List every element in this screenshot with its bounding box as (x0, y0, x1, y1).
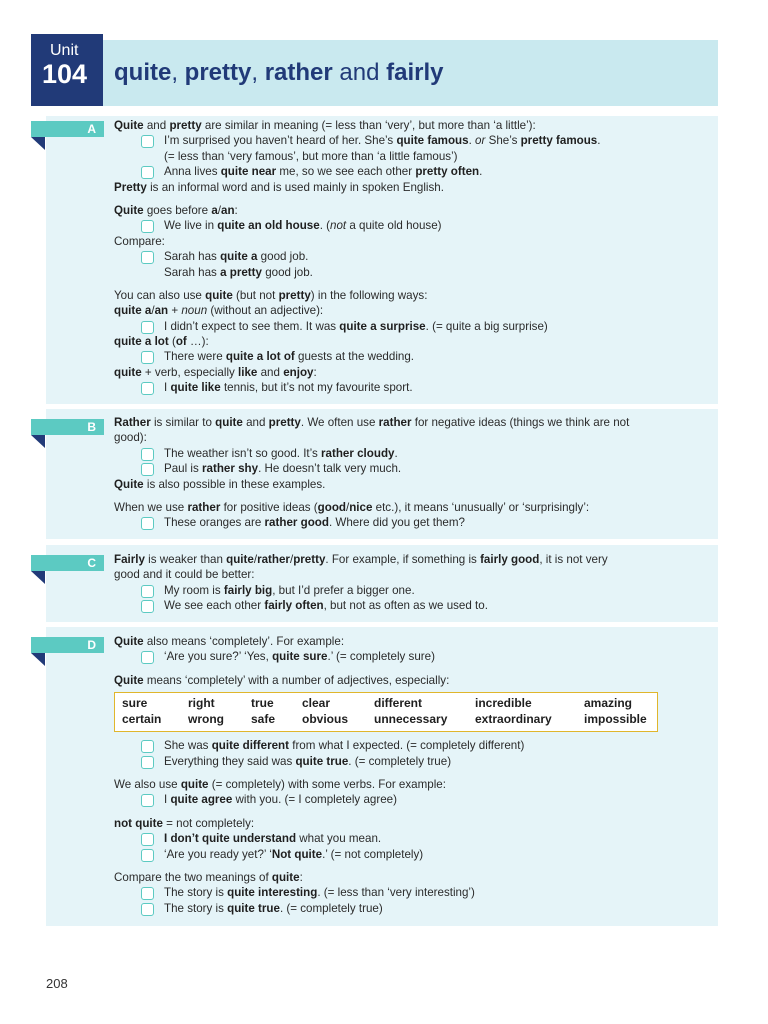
page-number: 208 (46, 976, 68, 991)
text-line: quite a/an + noun (without an adjective): (114, 304, 324, 318)
section-c-content (114, 552, 674, 614)
adjective: certain (122, 712, 162, 727)
adjective: true (251, 696, 274, 711)
example-line: Anna lives quite near me, so we see each other pretty often. (114, 164, 674, 179)
section-c-tab: C (31, 555, 104, 571)
example-line: I quite agree with you. (= I completely agree) (114, 792, 674, 807)
section-d-tab: D (31, 637, 104, 653)
example-line: Sarah has a pretty good job. (164, 265, 313, 279)
section-d-corner (31, 653, 45, 666)
text-line: Quite is also possible in these examples. (114, 477, 326, 491)
example-note: (= less than ‘very famous’, but more than ‘a little famous’) (164, 149, 458, 163)
text-line: Quite goes before a/an: (114, 203, 238, 217)
section-a-corner (31, 137, 45, 150)
text-line: Quite also means ‘completely’. For example: (114, 635, 345, 648)
example-line: We live in quite an old house. (not a quite old house) (114, 218, 674, 233)
adjective: sure (122, 696, 148, 711)
section-c-corner (31, 571, 45, 584)
example-line: She was quite different from what I expected. (= completely different) (114, 738, 674, 753)
example-line: I didn’t expect to see them. It was quite a surprise. (= quite a big surprise) (114, 319, 674, 334)
section-b-content (114, 415, 674, 531)
text-line: good and it could be better: (114, 568, 255, 582)
adjective: safe (251, 712, 276, 727)
example-line: Sarah has quite a good job. (114, 249, 674, 264)
example-line: ‘Are you ready yet?’ ‘Not quite.’ (= not completely) (114, 847, 674, 862)
text-line: Quite and pretty are similar in meaning (= less than ‘very’, but more than ‘a little’): (114, 119, 536, 132)
text-line: Rather is similar to quite and pretty. We often use rather for negative ideas (things we think are not (114, 416, 630, 429)
example-line: The story is quite interesting. (= less than ‘very interesting’) (114, 885, 674, 900)
adjective: impossible (584, 712, 647, 727)
text-line: Pretty is an informal word and is used mainly in spoken English. (114, 180, 444, 194)
adjective: right (188, 696, 215, 711)
section-b-corner (31, 435, 45, 448)
text-line: Compare the two meanings of quite: (114, 870, 303, 884)
example-line: These oranges are rather good. Where did you get them? (114, 515, 674, 530)
unit-label: Unit (50, 42, 79, 59)
adjective: unnecessary (374, 712, 448, 727)
text-line: You can also use quite (but not pretty) in the following ways: (114, 288, 428, 302)
adjective: obvious (302, 712, 349, 727)
example-line: ‘Are you sure?’ ‘Yes, quite sure.’ (= completely sure) (114, 649, 674, 664)
text-line: not quite = not completely: (114, 816, 255, 830)
adjective: clear (302, 696, 331, 711)
example-line: We see each other fairly often, but not as often as we used to. (114, 598, 674, 613)
example-line: Everything they said was quite true. (= completely true) (114, 754, 674, 769)
example-line: I don’t quite understand what you mean. (114, 831, 674, 846)
text-line: We also use quite (= completely) with some verbs. For example: (114, 777, 446, 791)
text-line: quite a lot (of …): (114, 335, 209, 349)
adjective-box (114, 692, 658, 732)
example-line: My room is fairly big, but I’d prefer a bigger one. (114, 583, 674, 598)
section-a-content (114, 118, 674, 396)
example-line: There were quite a lot of guests at the wedding. (114, 349, 674, 364)
example-line: The weather isn’t so good. It’s rather cloudy. (114, 446, 674, 461)
text-line: Quite means ‘completely’ with a number of adjectives, especially: (114, 673, 450, 687)
section-b-tab: B (31, 419, 104, 435)
example-line: I quite like tennis, but it’s not my favourite sport. (114, 380, 674, 395)
adjective: different (374, 696, 422, 711)
page-title: quite, pretty, rather and fairly (114, 59, 444, 86)
example-line: Paul is rather shy. He doesn’t talk very much. (114, 461, 674, 476)
example-line: I’m surprised you haven’t heard of her. She’s quite famous. or She’s pretty famous. (114, 133, 674, 148)
example-line: The story is quite true. (= completely true) (114, 901, 674, 916)
text-line: When we use rather for positive ideas (good/nice etc.), it means ‘unusually’ or ‘surprisingly’: (114, 500, 590, 514)
adjective: extraordinary (475, 712, 552, 727)
unit-number: 104 (42, 59, 88, 89)
text-line: Compare: (114, 234, 165, 248)
adjective: wrong (188, 712, 224, 727)
section-a-tab: A (31, 121, 104, 137)
text-line: Fairly is weaker than quite/rather/pretty. For example, if something is fairly good, it is not very (114, 553, 608, 566)
text-line: good): (114, 431, 147, 445)
adjective: amazing (584, 696, 633, 711)
section-d-content (114, 634, 674, 916)
unit-badge (31, 34, 103, 106)
adjective: incredible (475, 696, 532, 711)
text-line: quite + verb, especially like and enjoy: (114, 365, 317, 379)
